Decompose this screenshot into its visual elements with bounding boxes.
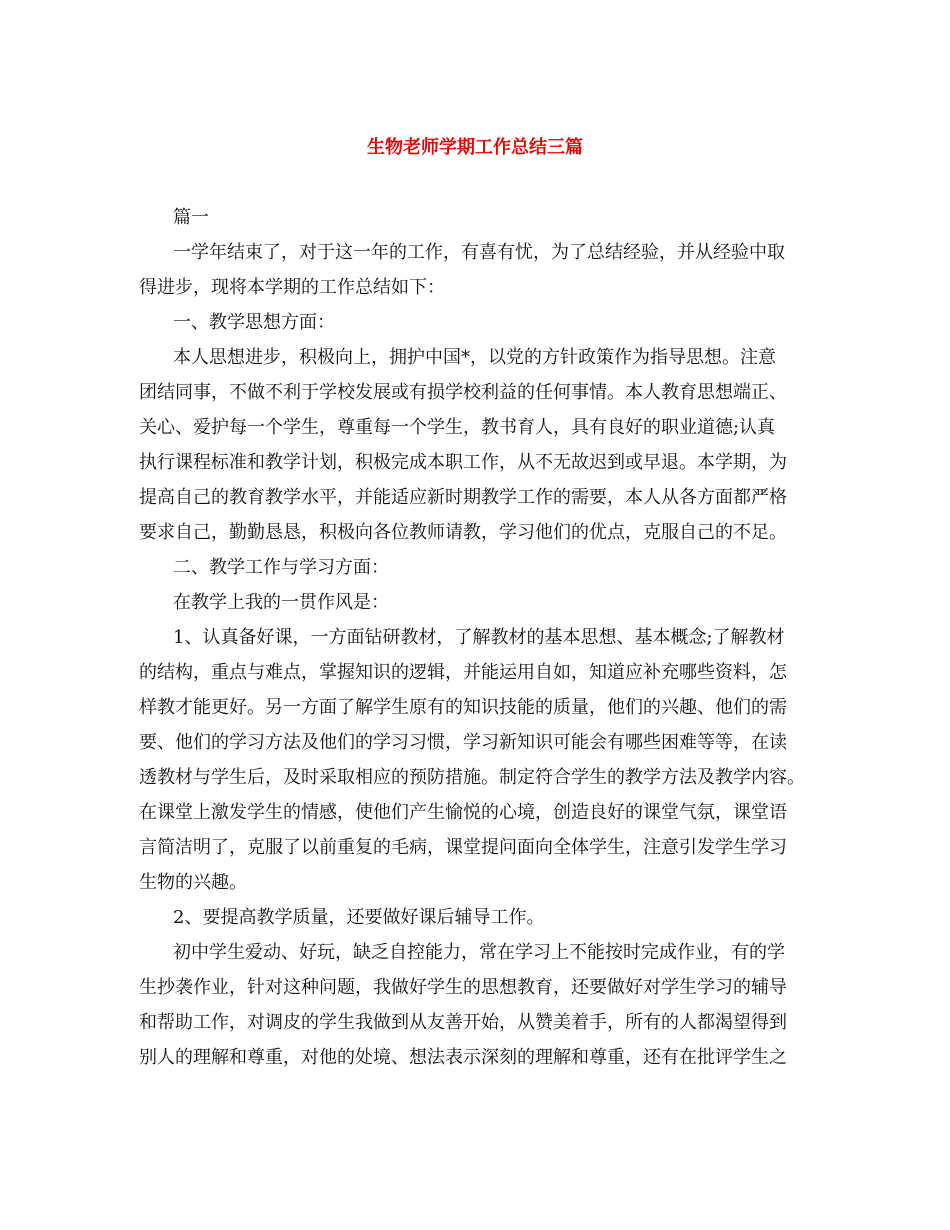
paragraph-line: 和帮助工作，对调皮的学生我做到从友善开始，从赞美着手，所有的人都渴望得到 bbox=[139, 1012, 787, 1033]
paragraph-line: 一学年结束了，对于这一年的工作，有喜有忧，为了总结经验，并从经验中取 bbox=[173, 242, 785, 263]
paragraph-line: 要、他们的学习方法及他们的学习习惯，学习新知识可能会有哪些困难等等，在读 bbox=[139, 732, 787, 753]
paragraph-line: 关心、爱护每一个学生，尊重每一个学生，教书育人，具有良好的职业道德;认真 bbox=[139, 417, 776, 438]
paragraph-line: 别人的理解和尊重，对他的处境、想法表示深刻的理解和尊重，还有在批评学生之 bbox=[139, 1047, 787, 1068]
paragraph-line: 2、要提高教学质量，还要做好课后辅导工作。 bbox=[173, 907, 545, 928]
paragraph-line: 初中学生爱动、好玩，缺乏自控能力，常在学习上不能按时完成作业，有的学 bbox=[173, 942, 785, 963]
paragraph-line: 1、认真备好课，一方面钻研教材，了解教材的基本思想、基本概念;了解教材 bbox=[173, 627, 785, 648]
section-heading: 一、教学思想方面： bbox=[173, 312, 335, 333]
paragraph-line: 团结同事，不做不利于学校发展或有损学校利益的任何事情。本人教育思想端正、 bbox=[139, 382, 787, 403]
paragraph-line: 得进步，现将本学期的工作总结如下： bbox=[139, 277, 445, 298]
paragraph-line: 生物的兴趣。 bbox=[139, 872, 247, 893]
paragraph-line: 言简洁明了，克服了以前重复的毛病，课堂提问面向全体学生，注意引发学生学习 bbox=[139, 837, 787, 858]
paragraph-line: 样教才能更好。另一方面了解学生原有的知识技能的质量，他们的兴趣、他们的需 bbox=[139, 697, 787, 718]
paragraph-line: 透教材与学生后，及时采取相应的预防措施。制定符合学生的教学方法及教学内容。 bbox=[139, 767, 805, 788]
paragraph-line: 要求自己，勤勤恳恳，积极向各位教师请教，学习他们的优点，克服自己的不足。 bbox=[139, 522, 787, 543]
paragraph-line: 执行课程标准和教学计划，积极完成本职工作，从不无故迟到或早退。本学期，为 bbox=[139, 452, 787, 473]
document-title: 生物老师学期工作总结三篇 bbox=[367, 137, 583, 158]
section-heading-part-one: 篇一 bbox=[173, 207, 209, 228]
paragraph-line: 在课堂上激发学生的情感，使他们产生愉悦的心境，创造良好的课堂气氛，课堂语 bbox=[139, 802, 787, 823]
paragraph-line: 提高自己的教育教学水平，并能适应新时期教学工作的需要，本人从各方面都严格 bbox=[139, 487, 787, 508]
section-heading: 二、教学工作与学习方面： bbox=[173, 557, 389, 578]
paragraph-line: 本人思想进步，积极向上，拥护中国*，以党的方针政策作为指导思想。注意 bbox=[173, 347, 776, 368]
paragraph-line: 的结构，重点与难点，掌握知识的逻辑，并能运用自如，知道应补充哪些资料，怎 bbox=[139, 662, 787, 683]
paragraph-line: 生抄袭作业，针对这种问题，我做好学生的思想教育，还要做好对学生学习的辅导 bbox=[139, 977, 787, 998]
paragraph-line: 在教学上我的一贯作风是： bbox=[173, 592, 389, 613]
